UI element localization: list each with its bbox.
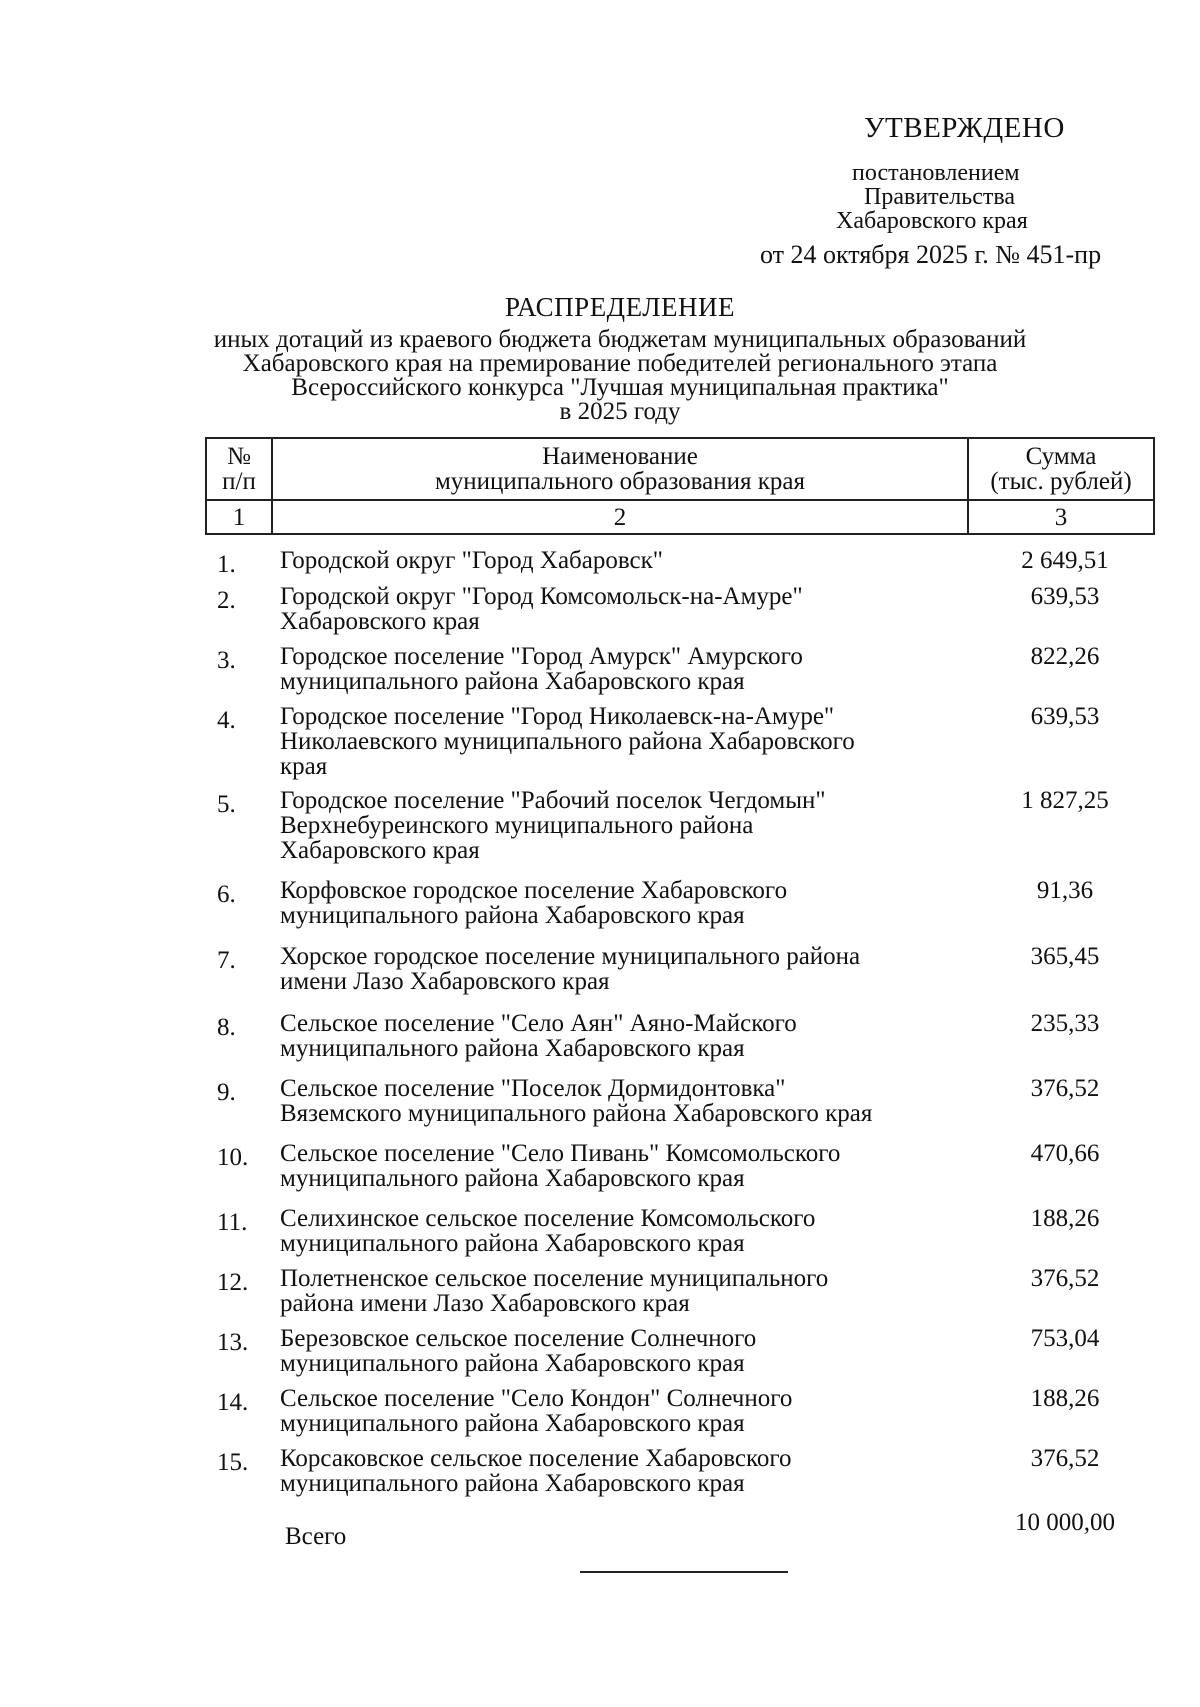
subtitle-line-3: Всероссийского конкурса "Лучшая муниципальная практика" (291, 374, 949, 401)
row-name: Сельское поселение "Село Пивань" Комсомольского муниципального района Хабаровского края (280, 1140, 841, 1192)
row-number: 10. (217, 1144, 249, 1171)
table-header (205, 437, 1155, 535)
row-number: 15. (217, 1449, 249, 1476)
row-name: Корсаковское сельское поселение Хабаровского муниципального района Хабаровского края (280, 1445, 792, 1497)
row-number: 4. (217, 707, 236, 734)
header-num: № п/п (206, 438, 272, 500)
row-name: Городское поселение "Город Николаевск-на-Амуре" Николаевского муниципального района Хабаровского края (280, 703, 855, 780)
row-number: 13. (217, 1329, 249, 1356)
column-number-1: 1 (206, 500, 272, 534)
subtitle-line-4: в 2025 году (559, 398, 681, 425)
row-name: Городское поселение "Рабочий поселок Чегдомын" Верхнебуреинского муниципального района Хабаровского края (280, 787, 826, 864)
total-sum: 10 000,00 (1015, 1509, 1115, 1536)
row-number: 14. (217, 1389, 249, 1416)
row-number: 5. (217, 791, 236, 818)
row-name: Городской округ "Город Хабаровск" (280, 547, 663, 574)
row-number: 2. (217, 587, 236, 614)
column-number-3: 3 (968, 500, 1154, 534)
column-number-row (206, 500, 1154, 534)
row-sum: 822,26 (1030, 643, 1100, 670)
row-number: 7. (217, 947, 236, 974)
row-sum: 639,53 (1030, 583, 1100, 610)
row-sum: 470,66 (1030, 1140, 1100, 1167)
row-number: 3. (217, 647, 236, 674)
subtitle-line-1: иных дотаций из краевого бюджета бюджетам муниципальных образований (213, 326, 1027, 353)
document-subtitle (0, 328, 1200, 424)
row-sum: 188,26 (1030, 1205, 1100, 1232)
row-sum: 376,52 (1030, 1075, 1100, 1102)
row-name: Сельское поселение "Село Кондон" Солнечного муниципального района Хабаровского края (280, 1385, 793, 1437)
row-name: Городское поселение "Город Амурск" Амурского муниципального района Хабаровского края (280, 643, 803, 695)
row-number: 1. (217, 551, 236, 578)
total-label: Всего (285, 1523, 347, 1550)
approval-line-3: Хабаровского края (836, 208, 1028, 234)
row-sum: 365,45 (1030, 943, 1100, 970)
document-title: РАСПРЕДЕЛЕНИЕ (504, 292, 736, 322)
row-name: Хорское городское поселение муниципального района имени Лазо Хабаровского края (280, 943, 861, 995)
row-sum: 639,53 (1030, 703, 1100, 730)
document-heading (0, 290, 1200, 424)
row-number: 11. (217, 1209, 248, 1236)
header-name: Наименование муниципального образования края (272, 438, 968, 500)
column-number-2: 2 (272, 500, 968, 534)
header-sum: Сумма (тыс. рублей) (968, 438, 1154, 500)
row-sum: 2 649,51 (1021, 547, 1109, 574)
end-of-document-rule (580, 1571, 788, 1573)
approval-decree-date: от 24 октября 2025 г. № 451-пр (760, 240, 1102, 269)
header-row (206, 438, 1154, 500)
row-sum: 1 827,25 (1021, 787, 1109, 814)
row-name: Полетненское сельское поселение муниципального района имени Лазо Хабаровского края (280, 1265, 829, 1317)
row-sum: 376,52 (1030, 1265, 1100, 1292)
row-name: Селихинское сельское поселение Комсомольского муниципального района Хабаровского края (280, 1205, 816, 1257)
approved-label: УТВЕРЖДЕНО (864, 112, 1065, 144)
row-number: 6. (217, 881, 236, 908)
approval-line-2: Правительства (864, 184, 1016, 210)
row-name: Березовское сельское поселение Солнечного муниципального района Хабаровского края (280, 1325, 757, 1377)
row-number: 8. (217, 1014, 236, 1041)
approval-line-1: постановлением (852, 160, 1020, 186)
row-name: Корфовское городское поселение Хабаровского муниципального района Хабаровского края (280, 877, 788, 929)
row-sum: 376,52 (1030, 1445, 1100, 1472)
row-sum: 91,36 (1036, 877, 1094, 904)
row-name: Сельское поселение "Село Аян" Аяно-Майского муниципального района Хабаровского края (280, 1010, 797, 1062)
row-name: Сельское поселение "Поселок Дормидонтовка" Вяземского муниципального района Хабаровского края (280, 1075, 873, 1127)
row-number: 12. (217, 1269, 249, 1296)
row-sum: 188,26 (1030, 1385, 1100, 1412)
row-name: Городской округ "Город Комсомольск-на-Амуре" Хабаровского края (280, 583, 803, 635)
subtitle-line-2: Хабаровского края на премирование победителей регионального этапа (242, 350, 998, 377)
row-sum: 235,33 (1030, 1010, 1100, 1037)
row-number: 9. (217, 1079, 236, 1106)
row-sum: 753,04 (1030, 1325, 1100, 1352)
